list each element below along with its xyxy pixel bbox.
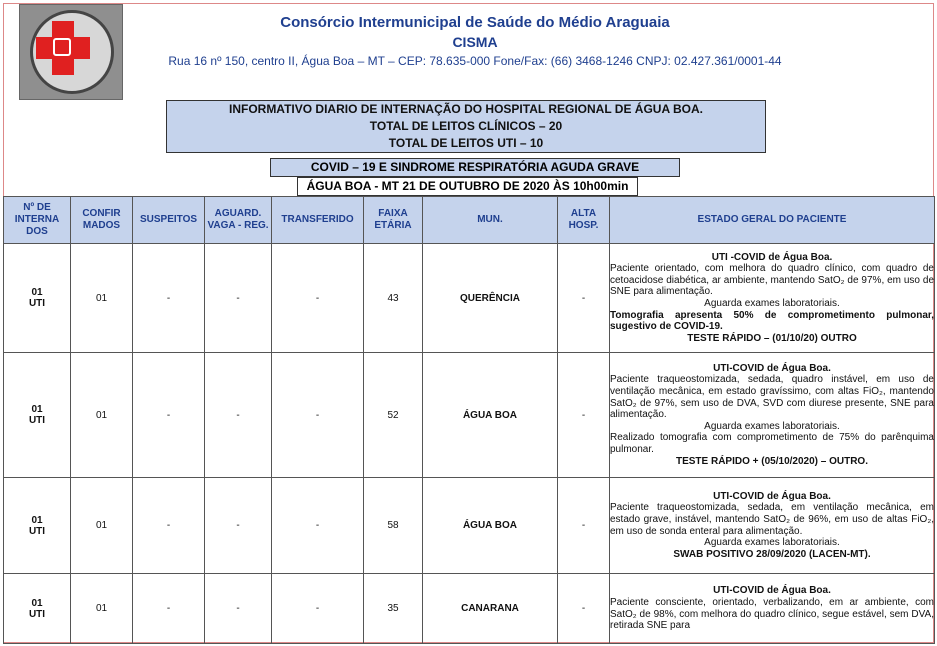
estado-bold-1: SWAB POSITIVO 28/09/2020 (LACEN-MT).: [673, 548, 871, 560]
cell-confirmados: 01: [71, 574, 133, 644]
col-header-aguard-vaga: AGUARD. VAGA - REG.: [205, 197, 272, 244]
report-date: ÁGUA BOA - MT 21 DE OUTUBRO DE 2020 ÀS 10h00min: [297, 177, 638, 196]
col-header-n-internados: Nº DE INTERNA DOS: [4, 197, 71, 244]
estado-title: UTI-COVID de Água Boa.: [713, 490, 831, 502]
estado-text: Paciente traqueostomizada, sedada, em ventilação mecânica, em estado grave, instável, mantendo SatO₂ de 96%, em uso de altas FiO₂, em uso de sonda enteral para alimentação.: [610, 502, 934, 537]
cell-transferido: -: [272, 574, 364, 644]
col-header-confirmados: CONFIR MADOS: [71, 197, 133, 244]
col-header-suspeitos: SUSPEITOS: [133, 197, 205, 244]
internados-unit: UTI: [28, 415, 46, 426]
cell-faixa-etaria: 58: [364, 478, 423, 574]
cell-faixa-etaria: 43: [364, 244, 423, 353]
table-header-row: [4, 197, 935, 244]
cell-n-internados: [4, 478, 71, 574]
cell-alta-hosp: -: [558, 353, 610, 478]
cell-confirmados: 01: [71, 353, 133, 478]
estado-text: Paciente traqueostomizada, sedada, quadro instável, em uso de ventilação mecânica, em estado gravíssimo, com altas FiO₂, mantendo SatO₂ de 97%, sem uso de DVA, SVD com diurese presente, SNE para alimentação.: [610, 374, 934, 421]
cell-suspeitos: -: [133, 244, 205, 353]
internados-count: 01: [31, 597, 43, 609]
cell-suspeitos: -: [133, 478, 205, 574]
estado-bold-1: Tomografia apresenta 50% de comprometimento pulmonar, sugestivo de COVID-19.: [610, 309, 934, 333]
cell-alta-hosp: -: [558, 244, 610, 353]
cell-estado-geral: [610, 574, 935, 644]
cell-estado-geral: [610, 478, 935, 574]
cell-transferido: -: [272, 353, 364, 478]
cell-faixa-etaria: 35: [364, 574, 423, 644]
cell-aguard-vaga: -: [205, 478, 272, 574]
org-acronym: CISMA: [452, 34, 498, 50]
internados-unit: UTI: [28, 525, 46, 537]
cell-alta-hosp: -: [558, 478, 610, 574]
internados-count: 01: [31, 287, 43, 298]
table-row: [4, 244, 935, 353]
estado-title: UTI-COVID de Água Boa.: [713, 585, 831, 597]
cisma-logo: [19, 4, 123, 100]
internados-unit: UTI: [28, 298, 46, 309]
col-header-transferido: TRANSFERIDO: [272, 197, 364, 244]
internados-count: 01: [31, 514, 43, 526]
cell-faixa-etaria: 52: [364, 353, 423, 478]
info-line-title: INFORMATIVO DIARIO DE INTERNAÇÃO DO HOSPITAL REGIONAL DE ÁGUA BOA.: [228, 102, 703, 116]
cell-suspeitos: -: [133, 574, 205, 644]
estado-text-2: Aguarda exames laboratoriais.: [704, 298, 840, 309]
estado-title: UTI-COVID de Água Boa.: [713, 362, 831, 374]
cell-aguard-vaga: -: [205, 244, 272, 353]
estado-title: UTI -COVID de Água Boa.: [711, 251, 833, 263]
col-header-faixa-etaria: FAIXA ETÁRIA: [364, 197, 423, 244]
table-row: [4, 478, 935, 574]
cell-n-internados: [4, 353, 71, 478]
internados-unit: UTI: [28, 608, 46, 620]
cell-estado-geral: [610, 353, 935, 478]
info-line-clinical-beds: TOTAL DE LEITOS CLÍNICOS – 20: [369, 119, 563, 133]
cell-aguard-vaga: -: [205, 353, 272, 478]
estado-text: Paciente orientado, com melhora do quadro clínico, com quadro de cetoacidose diabética, ar ambiente, mantendo SatO₂ de 97%, em uso de SNE para alimentação.: [610, 263, 934, 298]
cell-n-internados: [4, 574, 71, 644]
logo-emblem-icon: [53, 38, 71, 56]
internment-table: [3, 196, 935, 644]
cell-transferido: -: [272, 244, 364, 353]
cell-mun: ÁGUA BOA: [423, 353, 558, 478]
table-row: [4, 353, 935, 478]
cell-suspeitos: -: [133, 353, 205, 478]
cell-n-internados: [4, 244, 71, 353]
org-address: Rua 16 nº 150, centro II, Água Boa – MT – CEP: 78.635-000 Fone/Fax: (66) 3468-1246 CNPJ: 02.427.361/0001-44: [168, 54, 782, 68]
cell-estado-geral: [610, 244, 935, 353]
cell-transferido: -: [272, 478, 364, 574]
col-header-mun: MUN.: [423, 197, 558, 244]
estado-bold-2: TESTE RÁPIDO – (01/10/20) OUTRO: [687, 332, 857, 344]
col-header-alta-hosp: ALTA HOSP.: [558, 197, 610, 244]
estado-text-2: Aguarda exames laboratoriais.: [704, 537, 840, 549]
table-row: [4, 574, 935, 644]
info-box: [166, 100, 766, 153]
cell-mun: CANARANA: [423, 574, 558, 644]
cell-confirmados: 01: [71, 244, 133, 353]
cell-aguard-vaga: -: [205, 574, 272, 644]
estado-bold-1: TESTE RÁPIDO + (05/10/2020) – OUTRO.: [675, 455, 868, 467]
cell-alta-hosp: -: [558, 574, 610, 644]
estado-text: Paciente consciente, orientado, verbalizando, em ar ambiente, com SatO₂ de 98%, com melhora do quadro clínico, segue estável, sem DVA, retirada SNE para: [610, 596, 934, 632]
covid-title: COVID – 19 E SINDROME RESPIRATÓRIA AGUDA GRAVE: [270, 158, 680, 177]
cell-mun: QUERÊNCIA: [423, 244, 558, 353]
info-line-icu-beds: TOTAL DE LEITOS UTI – 10: [388, 136, 544, 150]
cell-confirmados: 01: [71, 478, 133, 574]
estado-text-3: Realizado tomografia com comprometimento de 75% do parênquima pulmonar.: [610, 432, 934, 455]
org-name: Consórcio Intermunicipal de Saúde do Médio Araguaia: [280, 14, 670, 31]
cell-mun: ÁGUA BOA: [423, 478, 558, 574]
internados-count: 01: [31, 404, 43, 415]
estado-text-2: Aguarda exames laboratoriais.: [704, 420, 840, 432]
col-header-estado-geral: ESTADO GERAL DO PACIENTE: [610, 197, 935, 244]
